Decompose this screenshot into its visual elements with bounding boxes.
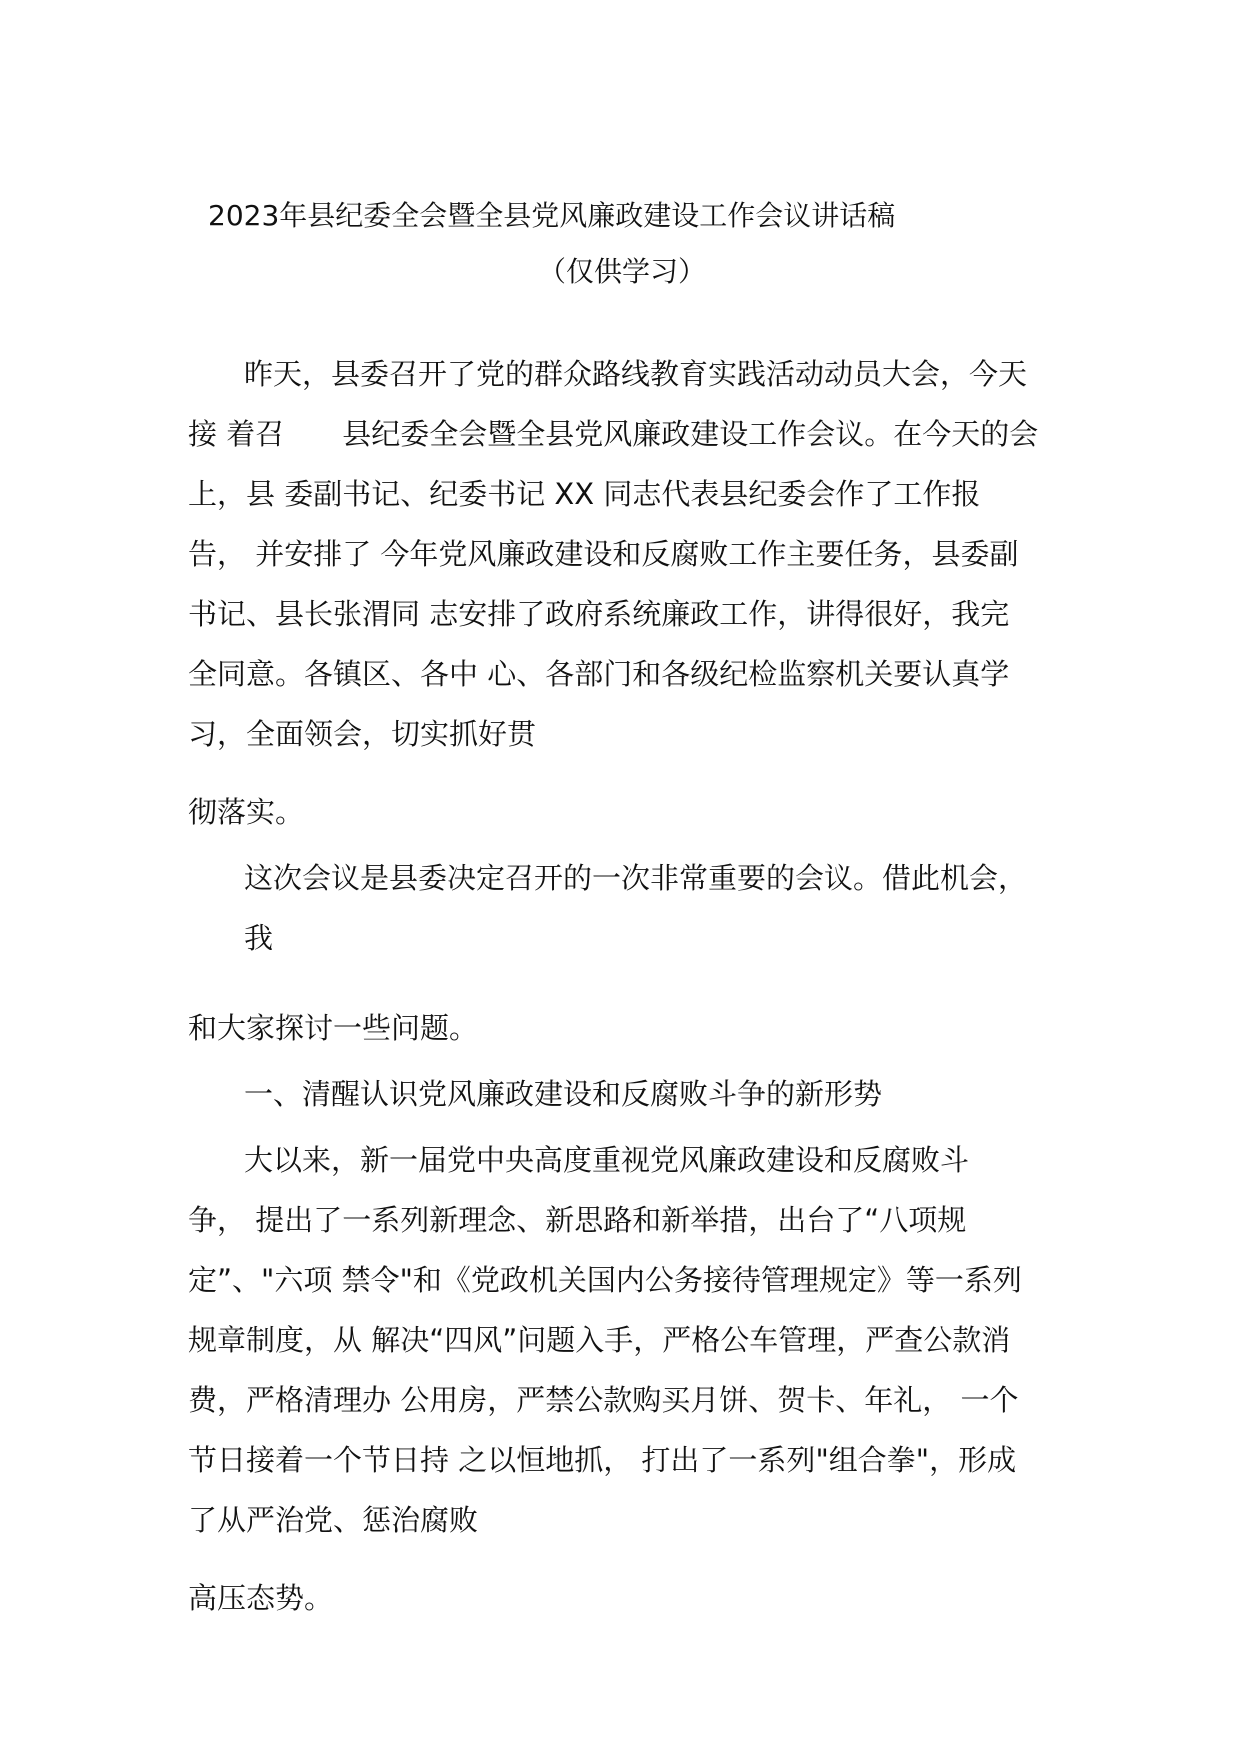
section-heading: 一、清醒认识党风廉政建设和反腐败斗争的新形势: [244, 1077, 883, 1111]
body-line: 大以来，新一届党中央高度重视党风廉政建设和反腐败斗: [244, 1143, 970, 1177]
body-line: 上，县 委副书记、纪委书记 XX 同志代表县纪委会作了工作报: [188, 477, 981, 511]
body-line: 告， 并安排了 今年党风廉政建设和反腐败工作主要任务，县委副: [188, 537, 1019, 571]
body-line: 高压态势。: [188, 1581, 334, 1615]
body-line: 节日接着一个节日持 之以恒地抓， 打出了一系列"组合拳"，形成: [188, 1443, 1017, 1477]
body-line: 这次会议是县委决定召开的一次非常重要的会议。借此机会，: [244, 861, 1028, 895]
document-subtitle: （仅供学习）: [538, 255, 707, 288]
body-line: 全同意。各镇区、各中 心、各部门和各级纪检监察机关要认真学: [188, 657, 1010, 691]
document-title: 2023年县纪委全会暨全县党风廉政建设工作会议讲话稿: [208, 199, 896, 232]
body-line: 费，严格清理办 公用房，严禁公款购买月饼、贺卡、年礼， 一个: [188, 1383, 1019, 1417]
body-line: 了从严治党、惩治腐败: [188, 1503, 479, 1537]
body-line: 习，全面领会，切实抓好贯: [188, 717, 537, 751]
body-line: 书记、县长张渭同 志安排了政府系统廉政工作，讲得很好，我完: [188, 597, 1010, 631]
body-line: 争， 提出了一系列新理念、新思路和新举措，出台了“八项规: [188, 1203, 967, 1237]
body-line: 和大家探讨一些问题。: [188, 1011, 479, 1045]
body-line: 定”、"六项 禁令"和《党政机关国内公务接待管理规定》等一系列: [188, 1263, 1022, 1297]
body-line: 规章制度，从 解决“四风”问题入手，严格公车管理，严查公款消: [188, 1323, 1011, 1357]
body-line: 我: [244, 921, 274, 955]
body-line: 彻落实。: [188, 795, 305, 829]
body-line: 昨天，县委召开了党的群众路线教育实践活动动员大会，今天: [244, 357, 1028, 391]
body-line: 接 着召 县纪委全会暨全县党风廉政建设工作会议。在今天的会: [188, 417, 1039, 451]
